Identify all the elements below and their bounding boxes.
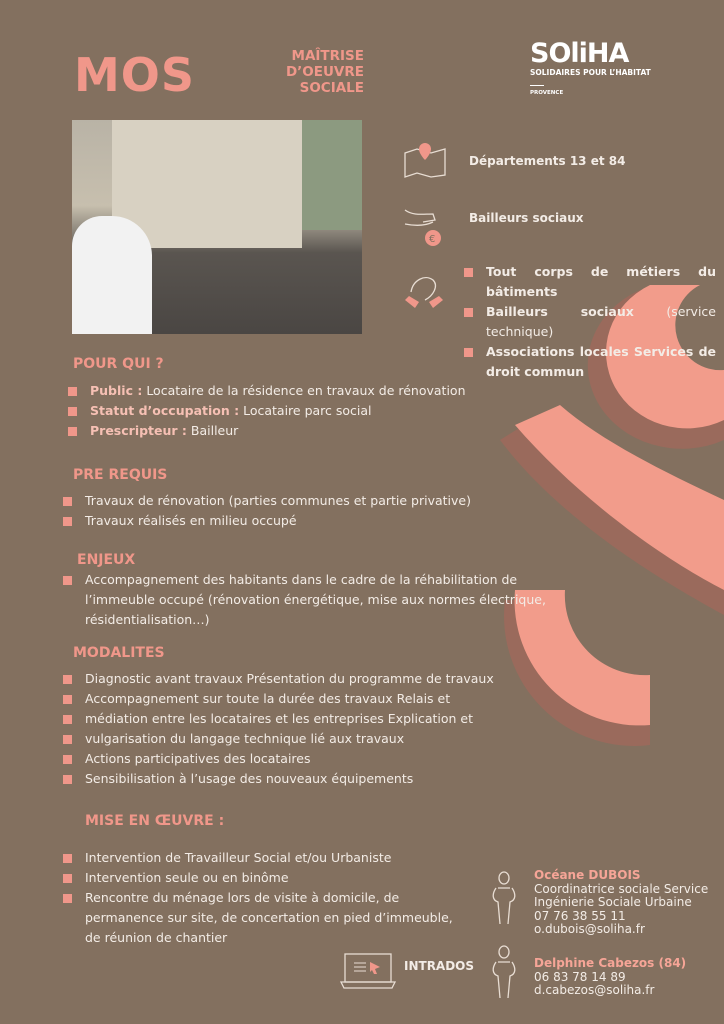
partner-item: Associations locales Services de droit commun	[464, 342, 716, 382]
contact-phone: 07 76 38 55 11	[534, 908, 626, 923]
section-title-pour-qui: POUR QUI ?	[73, 356, 164, 372]
contact-card	[534, 869, 708, 937]
partner-item: Tout corps de métiers du bâtiments	[464, 262, 716, 302]
page-title: MOS	[74, 48, 196, 102]
list-item: vulgarisation du langage technique lié aux travaux	[63, 729, 494, 749]
subtitle-line: MAÎTRISE	[291, 48, 364, 64]
page-subtitle	[250, 48, 364, 96]
list-item: Statut d’occupation : Locataire parc social	[68, 401, 466, 421]
soliha-logo	[530, 40, 651, 96]
list-item: Accompagnement des habitants dans le cadre de la réhabilitation de l’immeuble occupé (rénovation énergétique, mise aux normes électrique, résidentialisation…)	[63, 570, 573, 630]
feature-departements: Départements 13 et 84	[469, 154, 626, 168]
section-title-mise-en-oeuvre: MISE EN ŒUVRE :	[85, 813, 225, 829]
section-title-pre-requis: PRE REQUIS	[73, 467, 168, 483]
person-icon	[490, 944, 518, 1000]
list-item: médiation entre les locataires et les entreprises Explication et	[63, 709, 494, 729]
list-item: Actions participatives des locataires	[63, 749, 494, 769]
modalites-list	[63, 669, 494, 789]
list-item: Prescripteur : Bailleur	[68, 421, 466, 441]
pre-requis-list	[63, 491, 471, 531]
feature-bailleurs: Bailleurs sociaux	[469, 211, 584, 225]
contact-role: Ingénierie Sociale Urbaine	[534, 895, 692, 909]
pour-qui-list	[68, 381, 466, 441]
contact-email[interactable]: o.dubois@soliha.fr	[534, 922, 645, 936]
contact-email[interactable]: d.cabezos@soliha.fr	[534, 983, 655, 997]
list-item: Travaux de rénovation (parties communes et partie privative)	[63, 491, 471, 511]
svg-text:€: €	[429, 234, 436, 245]
logo-name: SOliHA	[530, 38, 629, 69]
hand-coin-icon	[403, 208, 445, 250]
residence-photo	[72, 120, 362, 334]
logo-region: PROVENCE	[530, 90, 564, 96]
partner-item: Bailleurs sociaux (service technique)	[464, 302, 716, 342]
list-item: Intervention seule ou en binôme	[63, 868, 463, 888]
list-item: Intervention de Travailleur Social et/ou Urbaniste	[63, 848, 463, 868]
contact-card	[534, 957, 686, 998]
map-pin-icon	[403, 143, 447, 179]
section-title-modalites: MODALITES	[73, 645, 165, 661]
list-item: Accompagnement sur toute la durée des travaux Relais et	[63, 689, 494, 709]
person-icon	[490, 870, 518, 926]
logo-tagline: SOLIDAIRES POUR L’HABITAT	[530, 68, 651, 77]
list-item: Travaux réalisés en milieu occupé	[63, 511, 471, 531]
partners-list	[464, 262, 716, 382]
handshake-icon	[403, 270, 445, 312]
section-title-enjeux: ENJEUX	[77, 552, 136, 568]
list-item: Sensibilisation à l’usage des nouveaux équipements	[63, 769, 494, 789]
contact-role: Coordinatrice sociale Service	[534, 881, 709, 896]
list-item: Public : Locataire de la résidence en travaux de rénovation	[68, 381, 466, 401]
intrados-label: INTRADOS	[404, 959, 475, 973]
list-item: Diagnostic avant travaux Présentation du programme de travaux	[63, 669, 494, 689]
contact-name: Océane DUBOIS	[534, 868, 641, 882]
subtitle-line: SOCIALE	[299, 80, 364, 96]
list-item: Rencontre du ménage lors de visite à domicile, de permanence sur site, de concertation en pied d’immeuble, de réunion de chantier	[63, 888, 463, 948]
enjeux-list	[63, 570, 573, 630]
mise-en-oeuvre-list	[63, 848, 463, 948]
contact-phone: 06 83 78 14 89	[534, 969, 626, 984]
laptop-icon	[340, 952, 396, 990]
contact-name: Delphine Cabezos (84)	[534, 956, 687, 970]
subtitle-line: D’OEUVRE	[285, 64, 364, 80]
